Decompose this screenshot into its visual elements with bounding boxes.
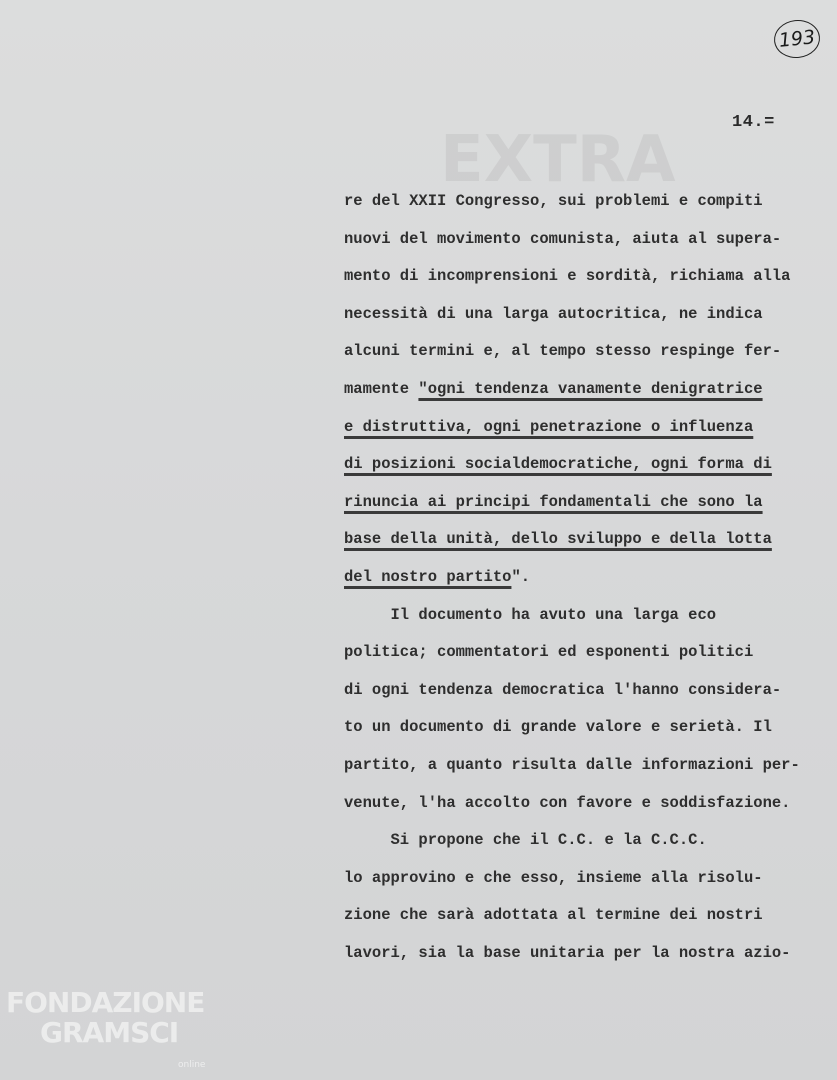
- watermark-tag: online: [178, 1060, 206, 1070]
- paragraph-start-line: Si propone che il C.C. e la C.C.C.: [344, 831, 707, 850]
- fondazione-gramsci-watermark: [6, 986, 206, 1070]
- underlined-quote: del nostro partito: [344, 567, 512, 586]
- text-line: partito, a quanto risulta dalle informazioni per-: [344, 755, 800, 774]
- text-line: venute, l'ha accolto con favore e soddisfazione.: [344, 793, 791, 812]
- page-number: 14.=: [732, 113, 775, 132]
- underlined-quote-line: e distruttiva, ogni penetrazione o influenza: [344, 417, 754, 436]
- underlined-quote-line: rinuncia ai principi fondamentali che sono la: [344, 492, 763, 511]
- typed-body-text: [344, 186, 814, 975]
- text-line: alcuni termini e, al tempo stesso respinge fer-: [344, 342, 782, 361]
- underlined-quote: "ogni tendenza vanamente denigratrice: [418, 379, 763, 398]
- text-line: necessità di una larga autocritica, ne indica: [344, 304, 763, 323]
- text-segment: ".: [511, 567, 531, 586]
- text-line: politica; commentatori ed esponenti politici: [344, 643, 754, 662]
- watermark-line2: GRAMSCI: [40, 1016, 179, 1049]
- text-line: lavori, sia la base unitaria per la nostra azio-: [344, 943, 791, 962]
- text-line: zione che sarà adottata al termine dei nostri: [344, 906, 763, 925]
- text-segment: mamente: [344, 379, 419, 398]
- extra-stamp-watermark: EXTRA: [440, 123, 676, 197]
- underlined-quote-line: di posizioni socialdemocratiche, ogni forma di: [344, 455, 772, 474]
- text-line: to un documento di grande valore e serietà. Il: [344, 718, 772, 737]
- text-line: re del XXII Congresso, sui problemi e compiti: [344, 192, 763, 210]
- text-line: lo approvino e che esso, insieme alla risolu-: [344, 868, 763, 887]
- underlined-quote-line: base della unità, dello sviluppo e della lotta: [344, 530, 772, 549]
- text-line: mento di incomprensioni e sordità, richiama alla: [344, 267, 791, 286]
- text-line: di ogni tendenza democratica l'hanno considera-: [344, 680, 782, 699]
- text-line: [344, 374, 814, 412]
- archive-number-circled: 193: [772, 18, 822, 61]
- text-line: [344, 562, 814, 600]
- paragraph-start-line: Il documento ha avuto una larga eco: [344, 605, 717, 624]
- watermark-line1: FONDAZIONE: [6, 986, 205, 1019]
- text-line: nuovi del movimento comunista, aiuta al supera-: [344, 229, 782, 248]
